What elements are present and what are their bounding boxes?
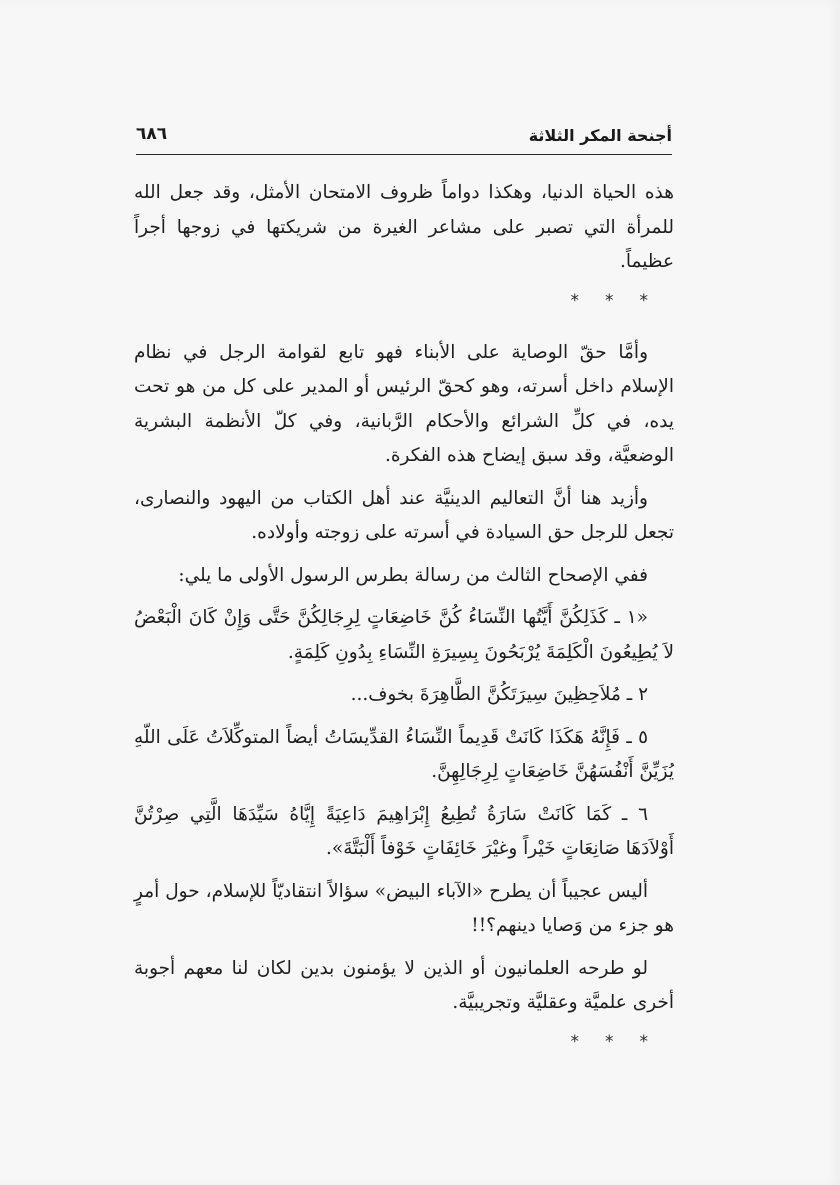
quote-verse-1: «١ ـ كَذَلِكُنَّ أَيَّتُها النِّسَاءُ كُنَّ خَاضِعَاتٍ لِرِجَالِكُنَّ حَتَّى وَإِنْ كَانَ الْبَعْضُ لاَ يُطِيعُونَ الْكَلِمَةَ يُرْبَحُونَ بِسِيرَةِ النِّسَاءِ بِدُونِ كَلِمَةٍ. [134,607,674,663]
paragraph-1: هذه الحياة الدنيا، وهكذا دواماً ظروف الامتحان الأمثل، وقد جعل الله للمرأة التي تصبر على مشاعر الغيرة من شريكتها في زوجها أجراً عظيماً. [134,182,674,272]
paragraph-4: ففي الإصحاح الثالث من رسالة بطرس الرسول الأولى ما يلي: [178,564,648,586]
page-header [136,122,672,155]
paragraph-2: وأمَّا حقّ الوصاية على الأبناء فهو تابع لقوامة الرجل في نظام الإسلام داخل أسرته، وهو كحقّ الرئيس أو المدير على كل من هو تحت يده، في كلِّ الشرائع والأحكام الرَّبانية، وفي كلّ الأنظمة البشرية الوضعيَّة، وقد سبق إيضاح هذه الفكرة. [134,341,674,466]
section-divider-2: *** [570,1031,674,1052]
quote-verse-6: ٦ ـ كَمَا كَانَتْ سَارَةُ تُطِيعُ إِبْرَاهِيمَ دَاعِيَةً إِيَّاهُ سَيِّدَهَا الَّتِي صِرْتُنَّ أَوْلاَدَهَا صَانِعَاتٍ خَيْراً وغيْرَ خَائِفَاتٍ خَوْفاً أَلْبَتَّةَ». [134,803,674,859]
quote-verse-2: ٢ ـ مُلاَحِظِينَ سِيرَتَكُنَّ الطَّاهِرَةَ بخوف... [350,684,648,705]
paragraph-3: وأزيد هنا أنَّ التعاليم الدينيَّة عند أهل الكتاب من اليهود والنصارى، تجعل للرجل حق السيادة في أسرته على زوجته وأولاده. [134,487,674,543]
paragraph-5: أليس عجيباً أن يطرح «الآباء البيض» سؤالاً انتقاديّاً للإسلام، حول أمرٍ هو جزء من وَصايا دينهم؟!! [134,880,674,936]
page-number: ٦٨٦ [136,124,168,144]
page-body [134,176,674,1077]
running-title: أجنحة المكر الثلاثة [528,126,672,145]
paragraph-6: لو طرحه العلمانيون أو الذين لا يؤمنون بدين لكان لنا معهم أجوبة أخرى علميَّة وعقليَّة وتجريبيَّة. [134,957,674,1013]
section-divider-1: *** [570,290,674,311]
quote-verse-5: ٥ ـ فَإِنَّهُ هَكَذَا كَانَتْ قَدِيماً النِّسَاءُ القدِّيسَاتُ أيضاً المتوكِّلاَتُ عَلَى اللّهِ يُزَيِّنَّ أَنْفُسَهُنَّ خَاضِعَاتٍ لِرِجَالِهِنَّ. [134,726,674,782]
